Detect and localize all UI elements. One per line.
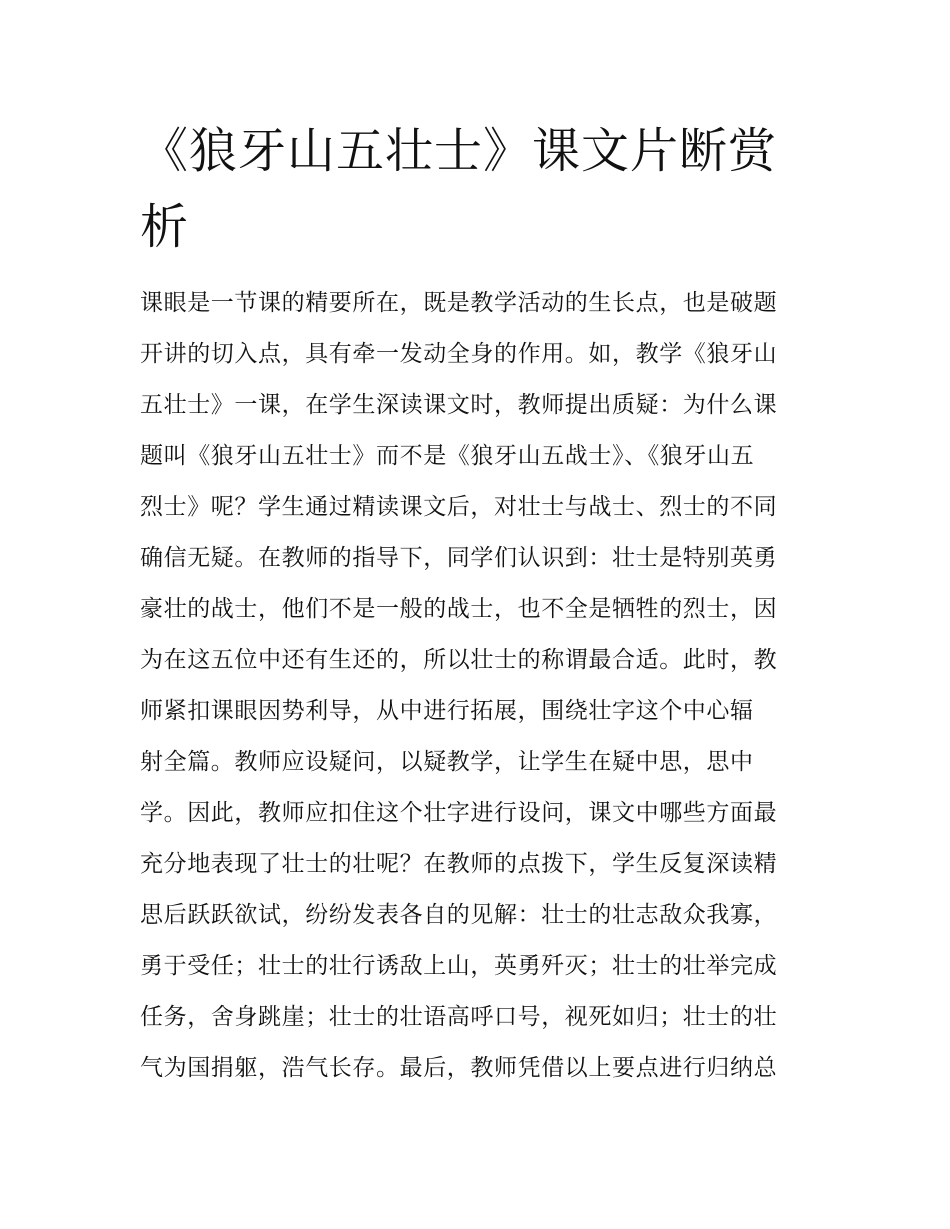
title-line: 析 — [140, 199, 190, 255]
page-title — [140, 113, 820, 265]
title-line: 《狼牙山五壮士》课文片断赏 — [140, 123, 778, 179]
body-line: 五壮士》一课，在学生深读课文时，教师提出质疑：为什么课 — [140, 392, 778, 418]
body-line: 课眼是一节课的精要所在，既是教学活动的生长点，也是破题 — [140, 290, 778, 316]
body-line: 学。因此，教师应扣住这个壮字进行设问，课文中哪些方面最 — [140, 800, 778, 826]
body-line: 确信无疑。在教师的指导下，同学们认识到：壮士是特别英勇 — [140, 545, 778, 571]
body-line: 勇于受任；壮士的壮行诱敌上山，英勇歼灭；壮士的壮举完成 — [140, 953, 778, 979]
body-line: 气为国捐躯，浩气长存。最后，教师凭借以上要点进行归纳总 — [140, 1055, 778, 1081]
body-line: 开讲的切入点，具有牵一发动全身的作用。如，教学《狼牙山 — [140, 341, 778, 367]
body-line: 师紧扣课眼因势利导，从中进行拓展，围绕壮字这个中心辐 — [140, 698, 754, 724]
body-line: 豪壮的战士，他们不是一般的战士，也不全是牺牲的烈士，因 — [140, 596, 778, 622]
body-line: 任务，舍身跳崖；壮士的壮语高呼口号，视死如归；壮士的壮 — [140, 1004, 778, 1030]
body-line: 思后跃跃欲试，纷纷发表各自的见解：壮士的壮志敌众我寡， — [140, 902, 778, 928]
body-text — [140, 278, 820, 1094]
body-line: 题叫《狼牙山五壮士》而不是《狼牙山五战士》、《狼牙山五 — [140, 443, 755, 469]
body-line: 充分地表现了壮士的壮呢？在教师的点拨下，学生反复深读精 — [140, 851, 778, 877]
body-line: 射全篇。教师应设疑问，以疑教学，让学生在疑中思，思中 — [140, 749, 754, 775]
body-line: 烈士》呢？学生通过精读课文后，对壮士与战士、烈士的不同 — [140, 494, 778, 520]
body-line: 为在这五位中还有生还的，所以壮士的称谓最合适。此时，教 — [140, 647, 778, 673]
